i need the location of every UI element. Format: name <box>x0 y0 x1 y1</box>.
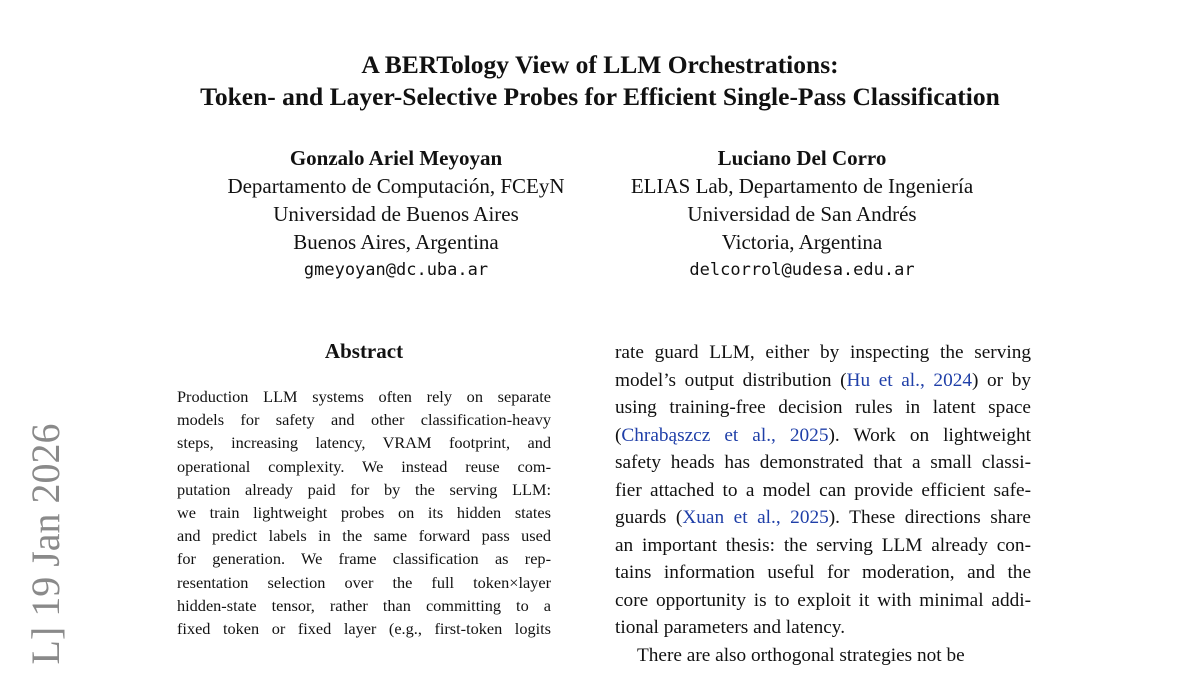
body-line <box>615 367 1031 395</box>
body-line: safety heads has demonstrated that a small classi- <box>615 452 1031 473</box>
citation-link[interactable]: Hu et al., 2024 <box>846 369 972 391</box>
body-line: fier attached to a model can provide efficient safe- <box>615 479 1031 501</box>
body-line: There are also orthogonal strategies not be <box>637 644 965 666</box>
citation-link[interactable]: Xuan et al., 2025 <box>682 507 829 528</box>
abstract-body <box>177 385 551 640</box>
abstract-line: fixed token or fixed layer (e.g., first-token logits <box>177 619 551 639</box>
body-line: an important thesis: the serving LLM already con- <box>615 534 1031 556</box>
author-location: Buenos Aires, Argentina <box>293 230 499 254</box>
body-line: tional parameters and latency. <box>615 617 846 638</box>
abstract-heading: Abstract <box>324 339 404 363</box>
author-email[interactable]: delcorrol@udesa.edu.ar <box>689 260 915 280</box>
arxiv-side-stamp: L] 19 Jan 2026 <box>23 423 68 665</box>
abstract-line: models for safety and other classification-heavy <box>177 410 551 430</box>
author-name: Gonzalo Ariel Meyoyan <box>289 146 503 170</box>
abstract-line: hidden-state tensor, rather than committing to a <box>177 595 551 615</box>
paper-title <box>0 49 1200 113</box>
body-text: ( <box>615 424 622 446</box>
abstract-line: for generation. We frame classification as rep- <box>177 549 551 569</box>
body-line: rate guard LLM, either by inspecting the serving <box>615 342 1031 363</box>
body-line: tains information useful for moderation, and the <box>615 562 1031 583</box>
body-text: guards ( <box>615 507 683 528</box>
title-line-2: Token- and Layer-Selective Probes for Efficient Single-Pass Classification <box>200 82 1000 111</box>
author-name: Luciano Del Corro <box>717 146 887 170</box>
body-text: ). These directions share <box>828 507 1031 528</box>
body-line <box>615 422 1031 450</box>
abstract-line: operational complexity. We instead reuse com- <box>177 456 551 476</box>
body-line: core opportunity is to exploit it with minimal addi- <box>615 589 1031 611</box>
abstract-line: Production LLM systems often rely on separate <box>177 387 551 406</box>
body-line: using training-free decision rules in latent space <box>615 397 1031 418</box>
author-email[interactable]: gmeyoyan@dc.uba.ar <box>303 260 489 280</box>
body-text: ). Work on lightweight <box>828 424 1031 446</box>
author-block-1 <box>186 144 606 284</box>
author-location: Victoria, Argentina <box>721 230 883 254</box>
author-affiliation: Universidad de San Andrés <box>687 202 917 226</box>
body-text: model’s output distribution ( <box>615 369 847 391</box>
abstract-line: putation already paid for by the serving LLM: <box>177 479 551 499</box>
abstract-line: steps, increasing latency, VRAM footprint, and <box>177 433 551 453</box>
abstract-line: and predict labels in the same forward pass used <box>177 526 551 546</box>
author-affiliation: Universidad de Buenos Aires <box>273 202 519 226</box>
body-line <box>615 504 1031 532</box>
title-line-1: A BERTology View of LLM Orchestrations: <box>361 50 839 79</box>
abstract-line: resentation selection over the full token×layer <box>177 572 551 592</box>
author-block-2 <box>598 144 1006 284</box>
right-column-body <box>615 339 1031 669</box>
author-affiliation: Departamento de Computación, FCEyN <box>227 174 565 198</box>
body-text: ) or by <box>972 369 1032 391</box>
citation-link[interactable]: Chrabąszcz et al., 2025 <box>621 424 829 446</box>
abstract-line: we train lightweight probes on its hidden states <box>177 503 551 523</box>
author-affiliation: ELIAS Lab, Departamento de Ingeniería <box>630 174 974 198</box>
